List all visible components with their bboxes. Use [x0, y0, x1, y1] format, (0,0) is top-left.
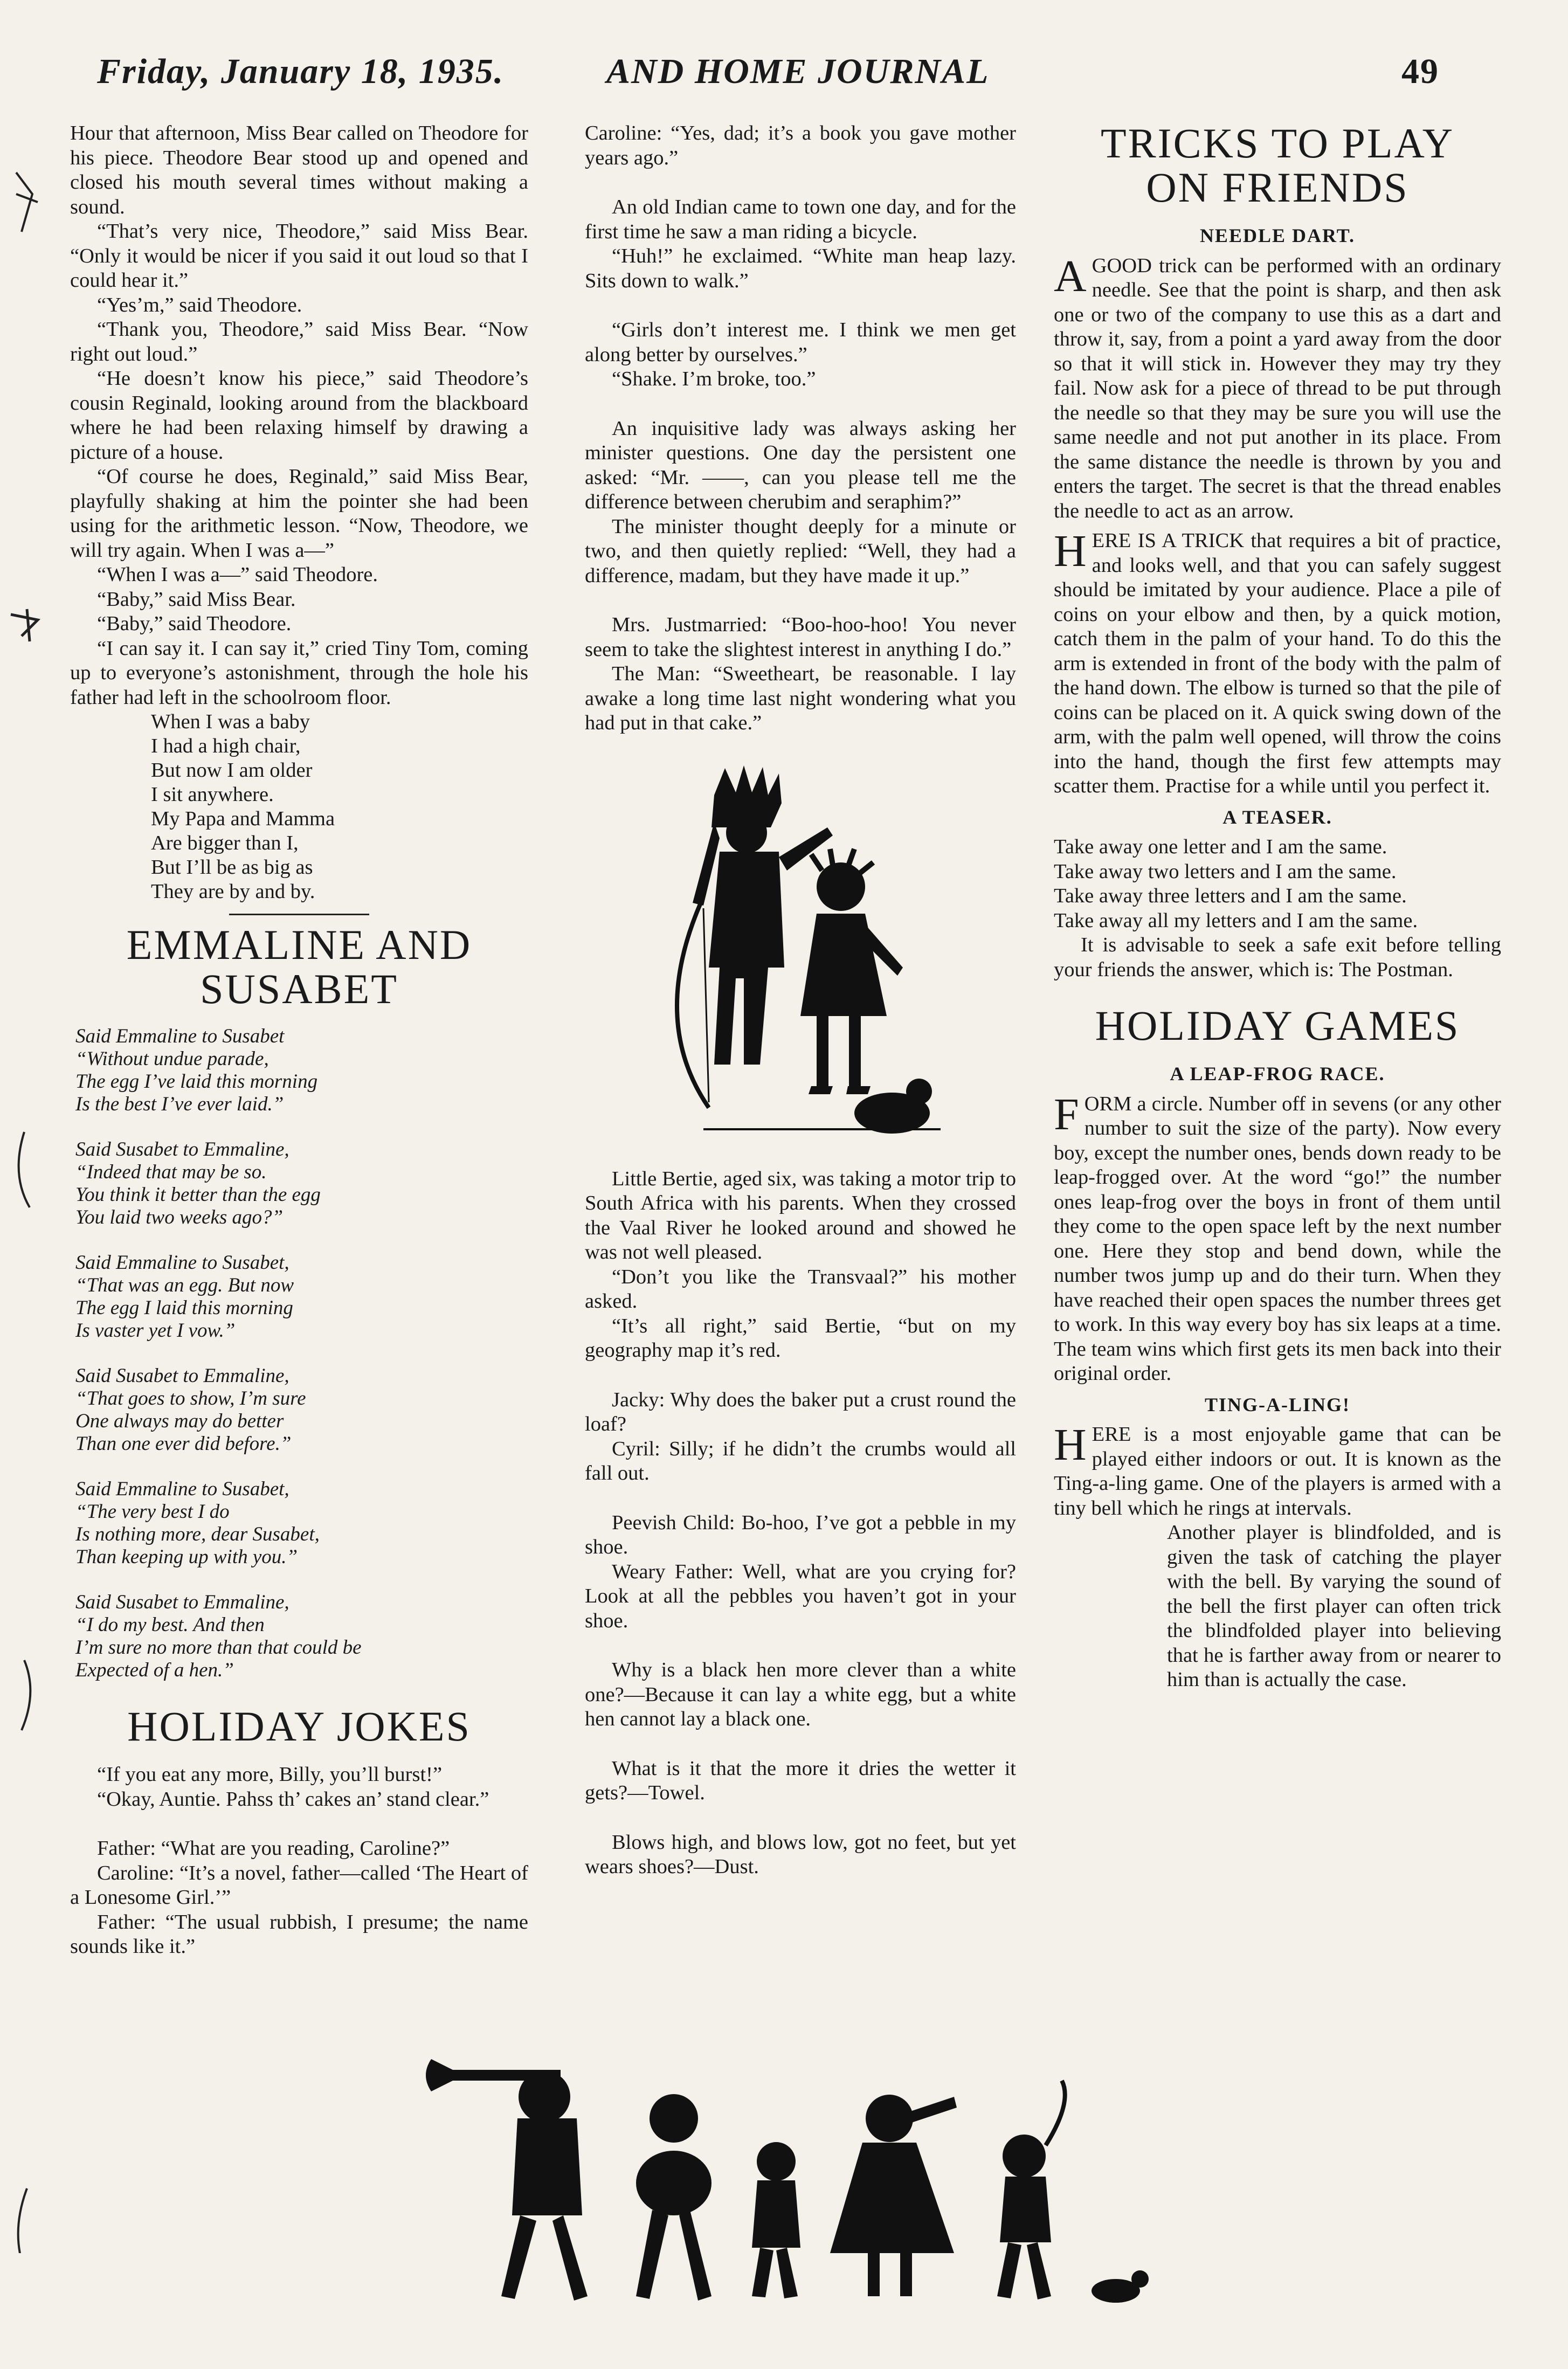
poem-line: Than one ever did before.” [75, 1433, 292, 1455]
poem-line: Is nothing more, dear Susabet, [75, 1523, 320, 1545]
joke-line: Mrs. Justmarried: “Boo-hoo-hoo! You never seem to take the slightest interest in anything I do.” [585, 613, 1016, 661]
poem-line: One always may do better [75, 1410, 284, 1432]
poem-line: Are bigger than I, [151, 832, 299, 854]
ting-heading: TING-A-LING! [1204, 1393, 1350, 1415]
joke-line: “Girls don’t interest me. I think we men get along better by ourselves.” [585, 319, 1016, 366]
joke-line: Caroline: “Yes, dad; it’s a book you gave mother years ago.” [585, 122, 1016, 169]
leapfrog-text: ORM a circle. Number off in sevens (or any other number to suit the size of the party). Now every boy, except the number ones, bends down ready to be leap-frogged over. At the word “go!” the number ones leap-frog over the boys in front of them until they come to the open space left by the next number one. Here they stop and bend down, while the number twos jump up and do their turn. When they have reached their open spaces the number threes get to work. In this way every boy has six leaps at a time. The team wins which first gets its men back into their original order. [1054, 1092, 1501, 1385]
story-paragraph: “I can say it. I can say it,” cried Tiny Tom, coming up to everyone’s astonishment, through the hole his father had left in the schoolroom floor. [70, 637, 528, 709]
joke-line: Why is a black hen more clever than a white one?—Because it can lay a white egg, but a white hen cannot lay a black one. [585, 1659, 1016, 1730]
poem-line: Said Susabet to Emmaline, [75, 1365, 289, 1387]
journal-name: AND HOME JOURNAL [606, 52, 990, 91]
story-paragraph: “When I was a—” said Theodore. [97, 563, 378, 586]
emmaline-title-line-1: EMMALINE AND [126, 921, 472, 968]
teaser-line: Take away one letter and I am the same. [1054, 835, 1387, 858]
joke-gap [585, 1633, 1016, 1658]
poem-line: “Without undue parade, [75, 1048, 269, 1070]
poem-stanza [75, 1025, 528, 1116]
ting-section [1054, 1422, 1501, 1521]
needle-heading: NEEDLE DART. [1199, 225, 1356, 246]
poem-stanza [75, 1252, 528, 1342]
poem-line: They are by and by. [151, 880, 315, 903]
joke-line: “It’s all right,” said Bertie, “but on my geography map it’s red. [585, 1314, 1016, 1362]
joke-line: “Shake. I’m broke, too.” [612, 368, 816, 390]
poem-line: Said Emmaline to Susabet, [75, 1252, 289, 1274]
joke-gap [585, 1486, 1016, 1511]
poem-line: The egg I’ve laid this morning [75, 1070, 318, 1093]
holiday-jokes-title: HOLIDAY JOKES [127, 1703, 471, 1750]
poem-line: I sit anywhere. [151, 783, 274, 806]
tricks-title-line-1: TRICKS TO PLAY [1100, 120, 1455, 167]
joke-line: Father: “The usual rubbish, I presume; the name sounds like it.” [70, 1910, 528, 1958]
story-paragraph: “That’s very nice, Theodore,” said Miss Bear. “Only it would be nicer if you said it out loud so that I could hear it.” [70, 220, 528, 292]
ting-text-b: Another player is blindfolded, and is given the task of catching the player with the bell. By varying the sound of the bell the first player can often trick the blindfolded player into believing that he is farther away from or nearer to him than is actually the case. [1167, 1521, 1501, 1691]
column-1 [70, 121, 528, 1959]
leapfrog-section [1054, 1092, 1501, 1386]
story-paragraph: “Thank you, Theodore,” said Miss Bear. “Now right out loud.” [70, 318, 528, 365]
drop-cap: H [1054, 1422, 1087, 1470]
poem-line: Said Emmaline to Susabet [75, 1025, 285, 1047]
story-paragraph: “Baby,” said Miss Bear. [97, 588, 296, 611]
baby-poem [151, 710, 528, 904]
poem-line: But now I am older [151, 759, 313, 782]
left-margin-marks [0, 151, 49, 2253]
tricks-title-line-2: ON FRIENDS [1146, 164, 1409, 211]
joke-line: Cyril: Silly; if he didn’t the crumbs would all fall out. [585, 1437, 1016, 1484]
joke-gap [70, 1812, 528, 1836]
joke-line: Caroline: “It’s a novel, father—called ‘The Heart of a Lonesome Girl.’” [70, 1861, 528, 1909]
joke-gap [585, 1732, 1016, 1757]
coins-text: ERE IS A TRICK that requires a bit of practice, and looks well, and that you can safely suggest should be imitated by your audience. Place a pile of coins on your elbow and then, by a quick motion, catch them in the palm of your hand. To do this the arm is extended in front of the body with the palm of the hand down. The elbow is turned so that the pile of coins can be placed on it. A quick swing down of the arm, with the palm well opened, will throw the coins into the hand, though the first few attempts may scatter them. Practise for a while until you perfect it. [1054, 529, 1501, 797]
leapfrog-heading: A LEAP-FROG RACE. [1170, 1063, 1385, 1085]
column-2 [585, 121, 1016, 1880]
poem-line: But I’ll be as big as [151, 856, 313, 879]
section-divider [229, 914, 369, 915]
page-date: Friday, January 18, 1935. [97, 52, 505, 91]
story-paragraph: “Yes’m,” said Theodore. [97, 293, 302, 316]
poem-line: “The very best I do [75, 1501, 230, 1523]
poem-line: Expected of a hen.” [75, 1659, 234, 1681]
poem-line: The egg I laid this morning [75, 1297, 293, 1319]
page-number: 49 [1401, 52, 1439, 91]
story-paragraph: “Of course he does, Reginald,” said Miss Bear, playfully shaking at him the pointer she had been using for the arithmetic lesson. “Now, Theodore, we will try again. When I was a—” [70, 465, 528, 562]
joke-line: Jacky: Why does the baker put a crust round the loaf? [585, 1388, 1016, 1435]
poem-line: You think it better than the egg [75, 1184, 321, 1206]
joke-line: What is it that the more it dries the wetter it gets?—Towel. [585, 1757, 1016, 1804]
band-procession-illustration [420, 2038, 1164, 2339]
joke-line: An inquisitive lady was always asking her minister questions. One day the persistent one asked: “Mr. ——, can you please tell me the difference between cherubim and seraphim?” [585, 417, 1016, 513]
joke-line: Peevish Child: Bo-hoo, I’ve got a pebble in my shoe. [585, 1511, 1016, 1558]
emmaline-poem [75, 1025, 528, 1682]
needle-text: GOOD trick can be performed with an ordinary needle. See that the point is sharp, and then ask one or two of the company to use this as a dart and throw it, say, from a point a yard away from the door so that it will stick in. However they may try they fail. Now ask for a piece of thread to be put through the needle so that they may be sure you will use the same needle and not put another in its place. From the same distance the needle is thrown by you and enters the target. The secret is that the thread enables the needle to act as an arrow. [1054, 254, 1501, 522]
indian-and-girl-illustration [650, 763, 951, 1151]
story-paragraph: “He doesn’t know his piece,” said Theodore’s cousin Reginald, looking around from the blackboard where he had been relaxing himself by drawing a picture of a house. [70, 367, 528, 464]
emmaline-title [70, 923, 528, 1011]
poem-line: “I do my best. And then [75, 1614, 265, 1636]
poem-line: You laid two weeks ago?” [75, 1206, 284, 1228]
holiday-games-title: HOLIDAY GAMES [1095, 1002, 1460, 1049]
poem-line: When I was a baby [151, 710, 310, 733]
teaser-line: Take away all my letters and I am the same. [1054, 909, 1418, 932]
poem-line: Than keeping up with you.” [75, 1546, 298, 1568]
ting-text-a: ERE is a most enjoyable game that can be played either indoors or out. It is known as the Ting-a-ling game. One of the players is armed with a tiny bell which he rings at intervals. [1054, 1423, 1501, 1520]
joke-line: “Don’t you like the Transvaal?” his mother asked. [585, 1265, 1016, 1313]
teaser-heading: A TEASER. [1222, 806, 1332, 828]
joke-line: The Man: “Sweetheart, be reasonable. I lay awake a long time last night wondering what you had put in that cake.” [585, 662, 1016, 734]
joke-gap [585, 1363, 1016, 1388]
poem-stanza [75, 1591, 528, 1682]
poem-line: “That goes to show, I’m sure [75, 1387, 306, 1410]
poem-stanza [75, 1478, 528, 1569]
poem-line: Said Susabet to Emmaline, [75, 1591, 289, 1613]
column-3 [1054, 121, 1501, 1693]
joke-line: Father: “What are you reading, Caroline?” [97, 1837, 450, 1860]
joke-gap [585, 392, 1016, 417]
teaser-line: Take away two letters and I am the same. [1054, 860, 1397, 883]
drop-cap: H [1054, 529, 1087, 576]
poem-line: My Papa and Mamma [151, 807, 335, 830]
needle-dart-section [1054, 254, 1501, 524]
joke-gap [585, 170, 1016, 195]
joke-line: “Huh!” he exclaimed. “White man heap lazy. Sits down to walk.” [585, 245, 1016, 292]
drop-cap: F [1054, 1092, 1079, 1139]
story-paragraph: “Baby,” said Theodore. [97, 612, 292, 635]
joke-line: “If you eat any more, Billy, you’ll burst!” [97, 1763, 443, 1786]
joke-line: Blows high, and blows low, got no feet, but yet wears shoes?—Dust. [585, 1831, 1016, 1878]
poem-line: “Indeed that may be so. [75, 1161, 267, 1183]
joke-line: Weary Father: Well, what are you crying for? Look at all the pebbles you haven’t got in your shoe. [585, 1560, 1016, 1632]
tricks-title [1054, 121, 1501, 210]
poem-line: Said Emmaline to Susabet, [75, 1478, 289, 1500]
poem-line: I’m sure no more than that could be [75, 1636, 362, 1659]
teaser-line: Take away three letters and I am the same. [1054, 885, 1407, 907]
drop-cap: A [1054, 253, 1087, 301]
joke-gap [585, 588, 1016, 613]
poem-line: “That was an egg. But now [75, 1274, 294, 1296]
joke-line: Little Bertie, aged six, was taking a motor trip to South Africa with his parents. When they crossed the Vaal River he looked around and showed he was not well pleased. [585, 1167, 1016, 1263]
joke-gap [585, 1806, 1016, 1831]
poem-line: Is the best I’ve ever laid.” [75, 1093, 284, 1115]
story-paragraph: Hour that afternoon, Miss Bear called on Theodore for his piece. Theodore Bear stood up and opened and closed his mouth several times without making a sound. [70, 122, 528, 218]
emmaline-title-line-2: SUSABET [200, 965, 398, 1012]
poem-stanza [75, 1138, 528, 1229]
teaser-answer: It is advisable to seek a safe exit before telling your friends the answer, which is: The Postman. [1054, 934, 1501, 981]
poem-line: I had a high chair, [151, 735, 301, 757]
coins-trick-section [1054, 529, 1501, 799]
joke-line: An old Indian came to town one day, and for the first time he saw a man riding a bicycle. [585, 196, 1016, 243]
poem-stanza [75, 1365, 528, 1455]
poem-line: Said Susabet to Emmaline, [75, 1138, 289, 1161]
joke-gap [585, 293, 1016, 318]
joke-line: The minister thought deeply for a minute or two, and then quietly replied: “Well, they had a difference, madam, but they have made it up.” [585, 515, 1016, 587]
joke-line: “Okay, Auntie. Pahss th’ cakes an’ stand clear.” [97, 1787, 489, 1811]
poem-line: Is vaster yet I vow.” [75, 1320, 236, 1342]
